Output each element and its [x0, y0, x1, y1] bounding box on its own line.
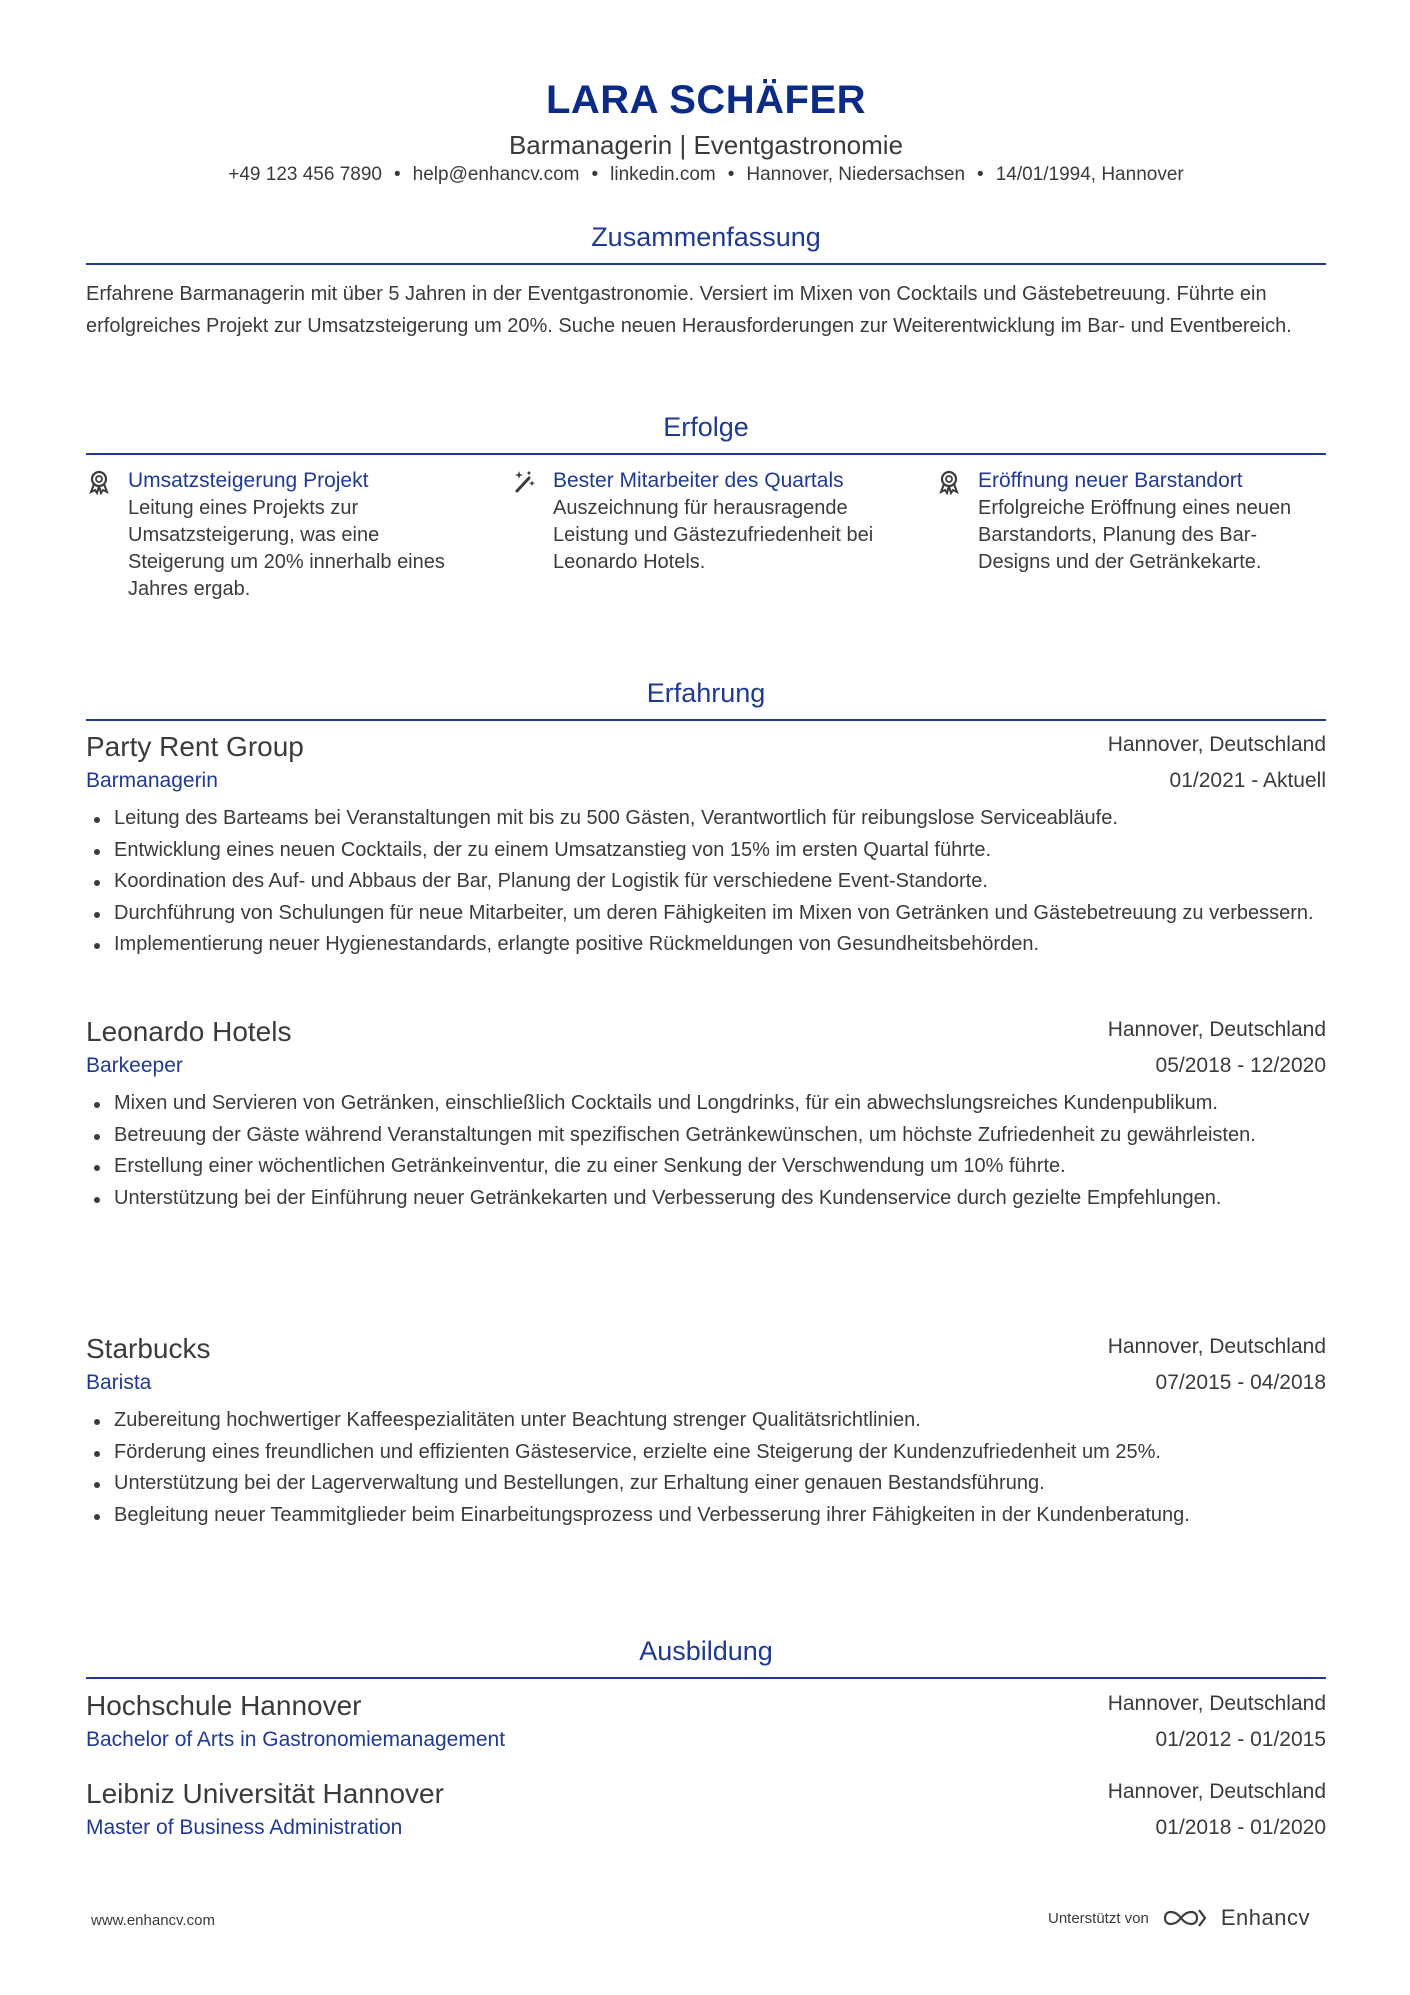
summary-section-title: Zusammenfassung — [591, 222, 821, 252]
section-divider — [86, 1677, 1326, 1679]
contact-separator: • — [977, 164, 984, 185]
contact-phone: +49 123 456 7890 — [228, 164, 382, 185]
achievement-description: Leitung eines Projekts zur Umsatzsteigerung, was eine Steigerung um 20% innerhalb eines Jahres ergab. — [128, 497, 445, 600]
achievement-title: Eröffnung neuer Barstandort — [978, 469, 1243, 492]
degree-name: Bachelor of Arts in Gastronomiemanagement — [86, 1728, 506, 1751]
job-dates: 07/2015 - 04/2018 — [1155, 1371, 1326, 1394]
job-bullet: Zubereitung hochwertiger Kaffeespezialitäten unter Beachtung strenger Qualitätsrichtlinien. — [86, 1405, 1326, 1437]
achievement-item — [86, 466, 466, 603]
company-name: Leonardo Hotels — [86, 1016, 292, 1047]
degree-name: Master of Business Administration — [86, 1816, 403, 1839]
contact-line — [86, 164, 1326, 186]
section-divider — [86, 719, 1326, 721]
achievement-item — [511, 466, 891, 576]
summary-text: Erfahrene Barmanagerin mit über 5 Jahren in der Eventgastronomie. Versiert im Mixen von Cocktails und Gästebetreuung. Führte ein erfolgreiches Projekt zur Umsatzsteigerung um 20%. Suche neuen Herausforderungen zur Weiterentwicklung im Bar- und Eventbereich. — [86, 283, 1292, 337]
contact-separator: • — [394, 164, 401, 185]
education-dates: 01/2018 - 01/2020 — [1155, 1816, 1326, 1839]
education-section-title: Ausbildung — [639, 1636, 773, 1666]
job-bullet: Durchführung von Schulungen für neue Mitarbeiter, um deren Fähigkeiten im Mixen von Getränken und Gästebetreuung zu verbessern. — [86, 898, 1326, 930]
job-bullet: Unterstützung bei der Einführung neuer Getränkekarten und Verbesserung des Kundenservice durch gezielte Empfehlungen. — [86, 1183, 1326, 1215]
contact-email[interactable]: help@enhancv.com — [412, 164, 580, 185]
achievement-description: Auszeichnung für herausragende Leistung und Gästezufriedenheit bei Leonardo Hotels. — [553, 497, 874, 573]
job-location: Hannover, Deutschland — [1107, 1018, 1326, 1041]
contact-linkedin[interactable]: linkedin.com — [610, 164, 716, 185]
achievement-title: Bester Mitarbeiter des Quartals — [553, 469, 844, 492]
job-bullet: Entwicklung eines neuen Cocktails, der zu einem Umsatzanstieg von 15% im ersten Quartal führte. — [86, 835, 1326, 867]
candidate-name: LARA SCHÄFER — [545, 78, 867, 122]
contact-birth: 14/01/1994, Hannover — [995, 164, 1184, 185]
enhancv-logo-icon — [1161, 1906, 1209, 1930]
school-name: Hochschule Hannover — [86, 1690, 362, 1721]
contact-separator: • — [727, 164, 735, 185]
contact-location: Hannover, Niedersachsen — [746, 164, 966, 185]
achievement-description: Erfolgreiche Eröffnung eines neuen Barstandorts, Planung des Bar-Designs und der Getränkekarte. — [978, 497, 1292, 573]
job-bullet: Mixen und Servieren von Getränken, einschließlich Cocktails und Longdrinks, für ein abwechslungsreiches Kundenpublikum. — [86, 1088, 1326, 1120]
job-location: Hannover, Deutschland — [1107, 1335, 1326, 1358]
award-ribbon-icon — [936, 469, 962, 495]
award-ribbon-icon — [86, 469, 112, 495]
job-location: Hannover, Deutschland — [1107, 733, 1326, 756]
school-name: Leibniz Universität Hannover — [86, 1778, 444, 1809]
contact-separator: • — [591, 164, 599, 185]
education-dates: 01/2012 - 01/2015 — [1155, 1728, 1326, 1751]
candidate-headline: Barmanagerin | Eventgastronomie — [508, 130, 904, 160]
job-bullet: Betreuung der Gäste während Veranstaltungen mit spezifischen Getränkewünschen, um höchste Zufriedenheit zu gewährleisten. — [86, 1120, 1326, 1152]
brand-name: Enhancv — [1220, 1905, 1310, 1930]
job-bullet-list — [86, 1088, 1326, 1214]
section-divider — [86, 453, 1326, 455]
job-title: Barkeeper — [86, 1054, 183, 1077]
company-name: Starbucks — [86, 1333, 211, 1364]
job-bullet: Implementierung neuer Hygienestandards, erlangte positive Rückmeldungen von Gesundheitsbehörden. — [86, 929, 1326, 961]
job-bullet-list — [86, 1405, 1326, 1531]
job-title: Barista — [86, 1371, 152, 1394]
achievement-item — [936, 466, 1316, 576]
school-location: Hannover, Deutschland — [1107, 1692, 1326, 1715]
job-bullet: Unterstützung bei der Lagerverwaltung und Bestellungen, zur Erhaltung einer genauen Bestandsführung. — [86, 1468, 1326, 1500]
company-name: Party Rent Group — [86, 731, 304, 762]
achievement-title: Umsatzsteigerung Projekt — [128, 469, 369, 492]
job-bullet: Begleitung neuer Teammitglieder beim Einarbeitungsprozess und Verbesserung ihrer Fähigkeiten in der Kundenberatung. — [86, 1500, 1326, 1532]
job-title: Barmanagerin — [86, 769, 218, 792]
footer-powered-by — [1048, 1905, 1310, 1931]
powered-by-label: Unterstützt von — [1047, 1909, 1149, 1927]
job-dates: 01/2021 - Aktuell — [1169, 769, 1326, 792]
job-bullet: Förderung eines freundlichen und effizienten Gästeservice, erzielte eine Steigerung der Kundenzufriedenheit um 25%. — [86, 1437, 1326, 1469]
footer-website[interactable]: www.enhancv.com — [91, 1912, 215, 1929]
job-dates: 05/2018 - 12/2020 — [1155, 1054, 1326, 1077]
section-divider — [86, 263, 1326, 265]
job-bullet: Erstellung einer wöchentlichen Getränkeinventur, die zu einer Senkung der Verschwendung um 10% führte. — [86, 1151, 1326, 1183]
experience-section-title: Erfahrung — [646, 678, 766, 708]
job-bullet-list — [86, 803, 1326, 961]
school-location: Hannover, Deutschland — [1107, 1780, 1326, 1803]
job-bullet: Koordination des Auf- und Abbaus der Bar, Planung der Logistik für verschiedene Event-Standorte. — [86, 866, 1326, 898]
achievements-section-title: Erfolge — [663, 412, 749, 442]
job-bullet: Leitung des Barteams bei Veranstaltungen mit bis zu 500 Gästen, Verantwortlich für reibungslose Serviceabläufe. — [86, 803, 1326, 835]
magic-wand-icon — [511, 469, 537, 495]
